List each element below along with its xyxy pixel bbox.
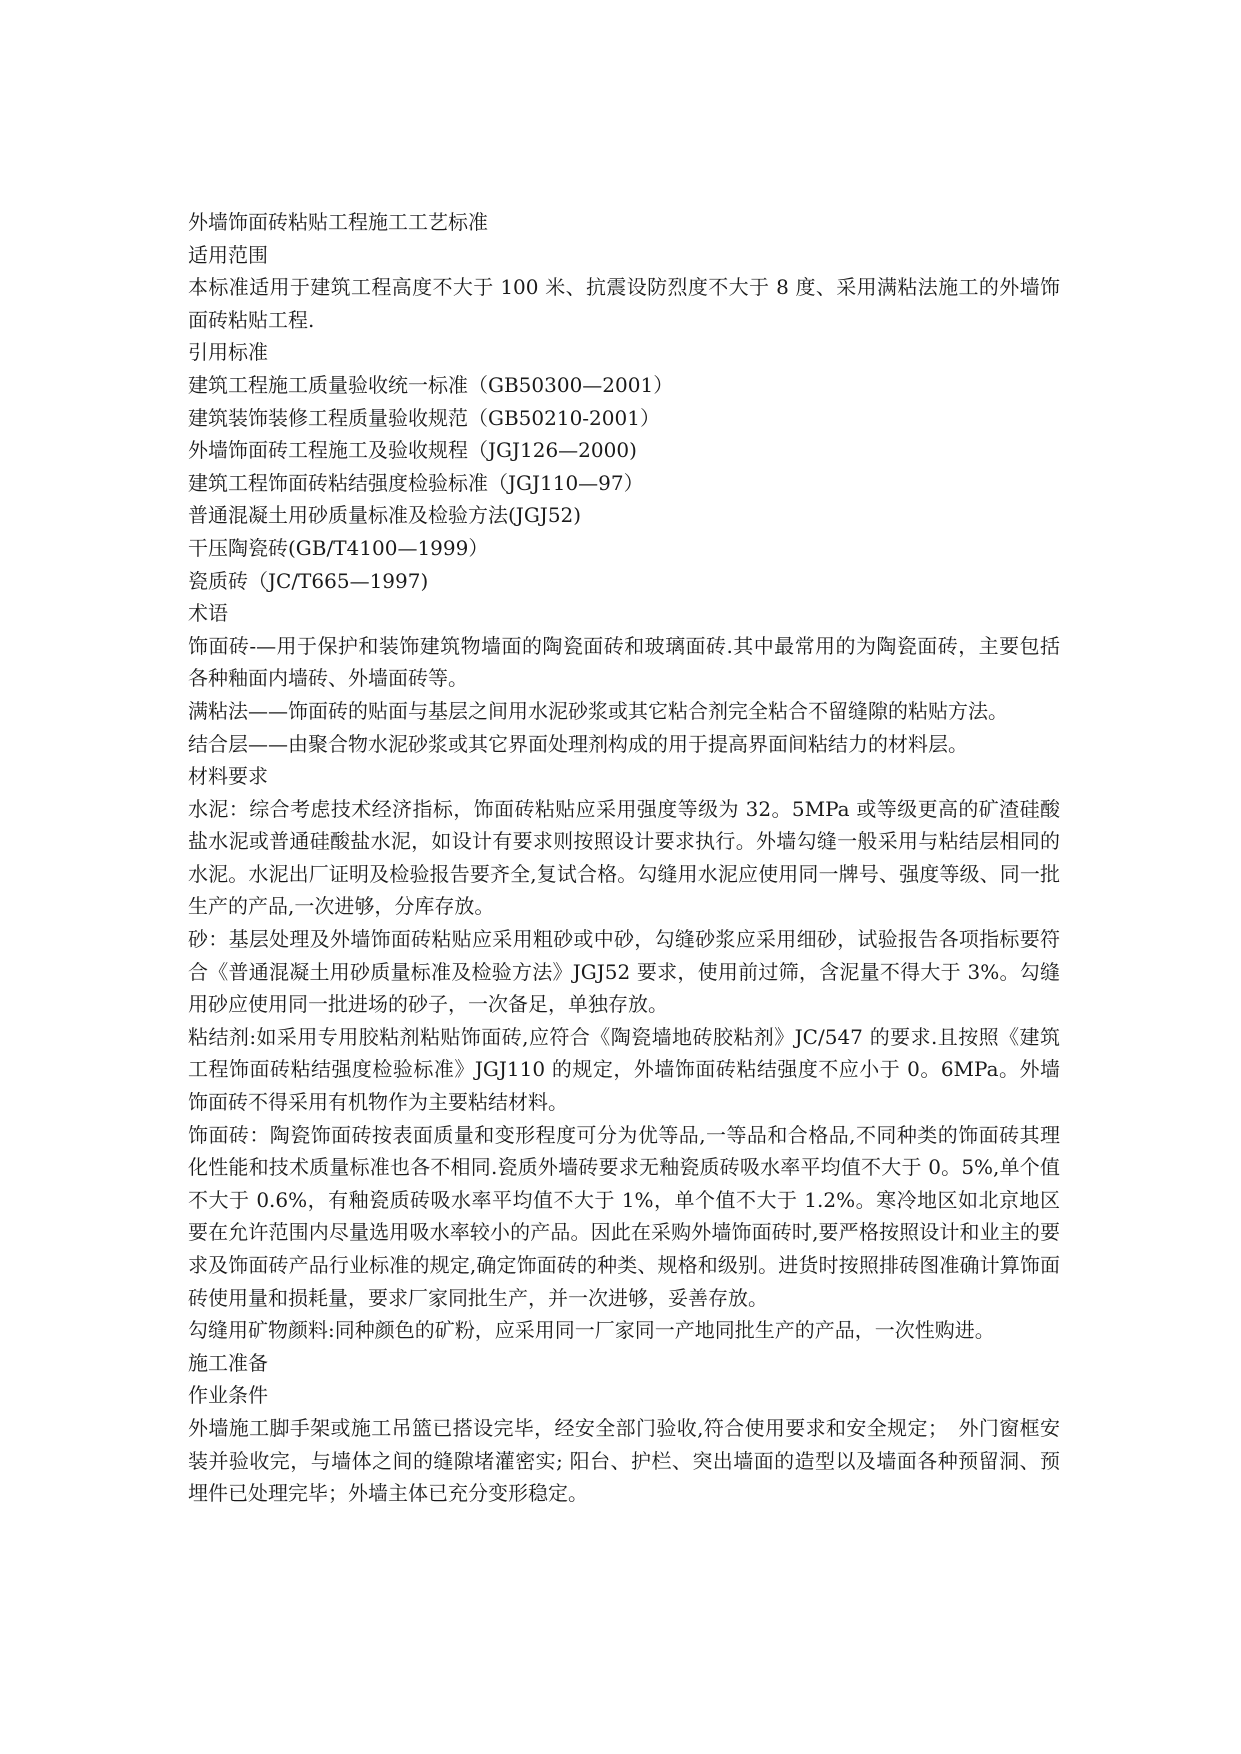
term-definition: 饰面砖-—用于保护和装饰建筑物墙面的陶瓷面砖和玻璃面砖.其中最常用的为陶瓷面砖，主要包括各种釉面内墙砖、外墙面砖等。 bbox=[188, 633, 1060, 691]
paragraph-scope: 本标准适用于建筑工程高度不大于 100 米、抗震设防烈度不大于 8 度、采用满粘法施工的外墙饰面砖粘贴工程. bbox=[188, 275, 1060, 332]
document-title: 外墙饰面砖粘贴工程施工工艺标准 bbox=[188, 210, 488, 234]
conditions-paragraph: 外墙施工脚手架或施工吊篮已搭设完毕，经安全部门验收,符合使用要求和安全规定； 外门窗框安装并验收完，与墙体之间的缝隙堵灌密实; 阳台、护栏、突出墙面的造型以及墙面各种预留洞、预埋件已处理完毕；外墙主体已充分变形稳定。 bbox=[188, 1415, 1060, 1506]
section-heading-terms: 术语 bbox=[188, 601, 228, 626]
reference-item: 外墙饰面砖工程施工及验收规程（JGJ126—2000) bbox=[188, 438, 637, 463]
material-paragraph: 勾缝用矿物颜料:同种颜色的矿粉，应采用同一厂家同一产地同批生产的产品，一次性购进。 bbox=[188, 1318, 995, 1343]
material-paragraph: 饰面砖：陶瓷饰面砖按表面质量和变形程度可分为优等品,一等品和合格品,不同种类的饰面砖其理化性能和技术质量标准也各不相同.瓷质外墙砖要求无釉瓷质砖吸水率平均值不大于 0。5%,单个值不大于 0.6%，有釉瓷质砖吸水率平均值不大于 1%，单个值不大于 1.2%。寒冷地区如北京地区要在允许范围内尽量选用吸水率较小的产品。因此在采购外墙饰面砖时,要严格按照设计和业主的要求及饰面砖产品行业标准的规定,确定饰面砖的种类、规格和级别。进货时按照排砖图准确计算饰面砖使用量和损耗量，要求厂家同批生产，并一次进够，妥善存放。 bbox=[188, 1122, 1060, 1310]
reference-item: 普通混凝土用砂质量标准及检验方法(JGJ52) bbox=[188, 503, 582, 528]
reference-item: 建筑工程饰面砖粘结强度检验标准（JGJ110—97） bbox=[188, 470, 644, 495]
material-paragraph: 砂：基层处理及外墙饰面砖粘贴应采用粗砂或中砂，勾缝砂浆应采用细砂，试验报告各项指标要符合《普通混凝土用砂质量标准及检验方法》JGJ52 要求，使用前过筛，含泥量不得大于 3%。勾缝用砂应使用同一批进场的砂子，一次备足，单独存放。 bbox=[188, 927, 1060, 1017]
material-paragraph: 粘结剂:如采用专用胶粘剂粘贴饰面砖,应符合《陶瓷墙地砖胶粘剂》JC/547 的要求.且按照《建筑工程饰面砖粘结强度检验标准》JGJ110 的规定，外墙饰面砖粘结强度不应小于 0。6MPa。外墙饰面砖不得采用有机物作为主要粘结材料。 bbox=[188, 1024, 1060, 1115]
section-heading-references: 引用标准 bbox=[188, 340, 268, 365]
reference-item: 建筑工程施工质量验收统一标准（GB50300—2001） bbox=[188, 372, 674, 397]
section-heading-preparation: 施工准备 bbox=[188, 1350, 268, 1375]
term-definition: 满粘法——饰面砖的贴面与基层之间用水泥砂浆或其它粘合剂完全粘合不留缝隙的粘贴方法。 bbox=[188, 698, 1008, 723]
reference-item: 瓷质砖（JC/T665—1997) bbox=[188, 568, 429, 593]
section-heading-materials: 材料要求 bbox=[188, 764, 268, 789]
term-definition: 结合层——由聚合物水泥砂浆或其它界面处理剂构成的用于提高界面间粘结力的材料层。 bbox=[188, 731, 968, 756]
document-body bbox=[188, 206, 1060, 1510]
reference-item: 干压陶瓷砖(GB/T4100—1999） bbox=[188, 535, 489, 560]
material-paragraph: 水泥：综合考虑技术经济指标，饰面砖粘贴应采用强度等级为 32。5MPa 或等级更高的矿渣硅酸盐水泥或普通硅酸盐水泥，如设计有要求则按照设计要求执行。外墙勾缝一般采用与粘结层相同的水泥。水泥出厂证明及检验报告要齐全,复试合格。勾缝用水泥应使用同一牌号、强度等级、同一批生产的产品,一次进够，分库存放。 bbox=[188, 796, 1060, 919]
section-heading-conditions: 作业条件 bbox=[188, 1383, 268, 1408]
section-heading-scope: 适用范围 bbox=[188, 242, 268, 267]
reference-item: 建筑装饰装修工程质量验收规范（GB50210-2001） bbox=[188, 405, 660, 430]
